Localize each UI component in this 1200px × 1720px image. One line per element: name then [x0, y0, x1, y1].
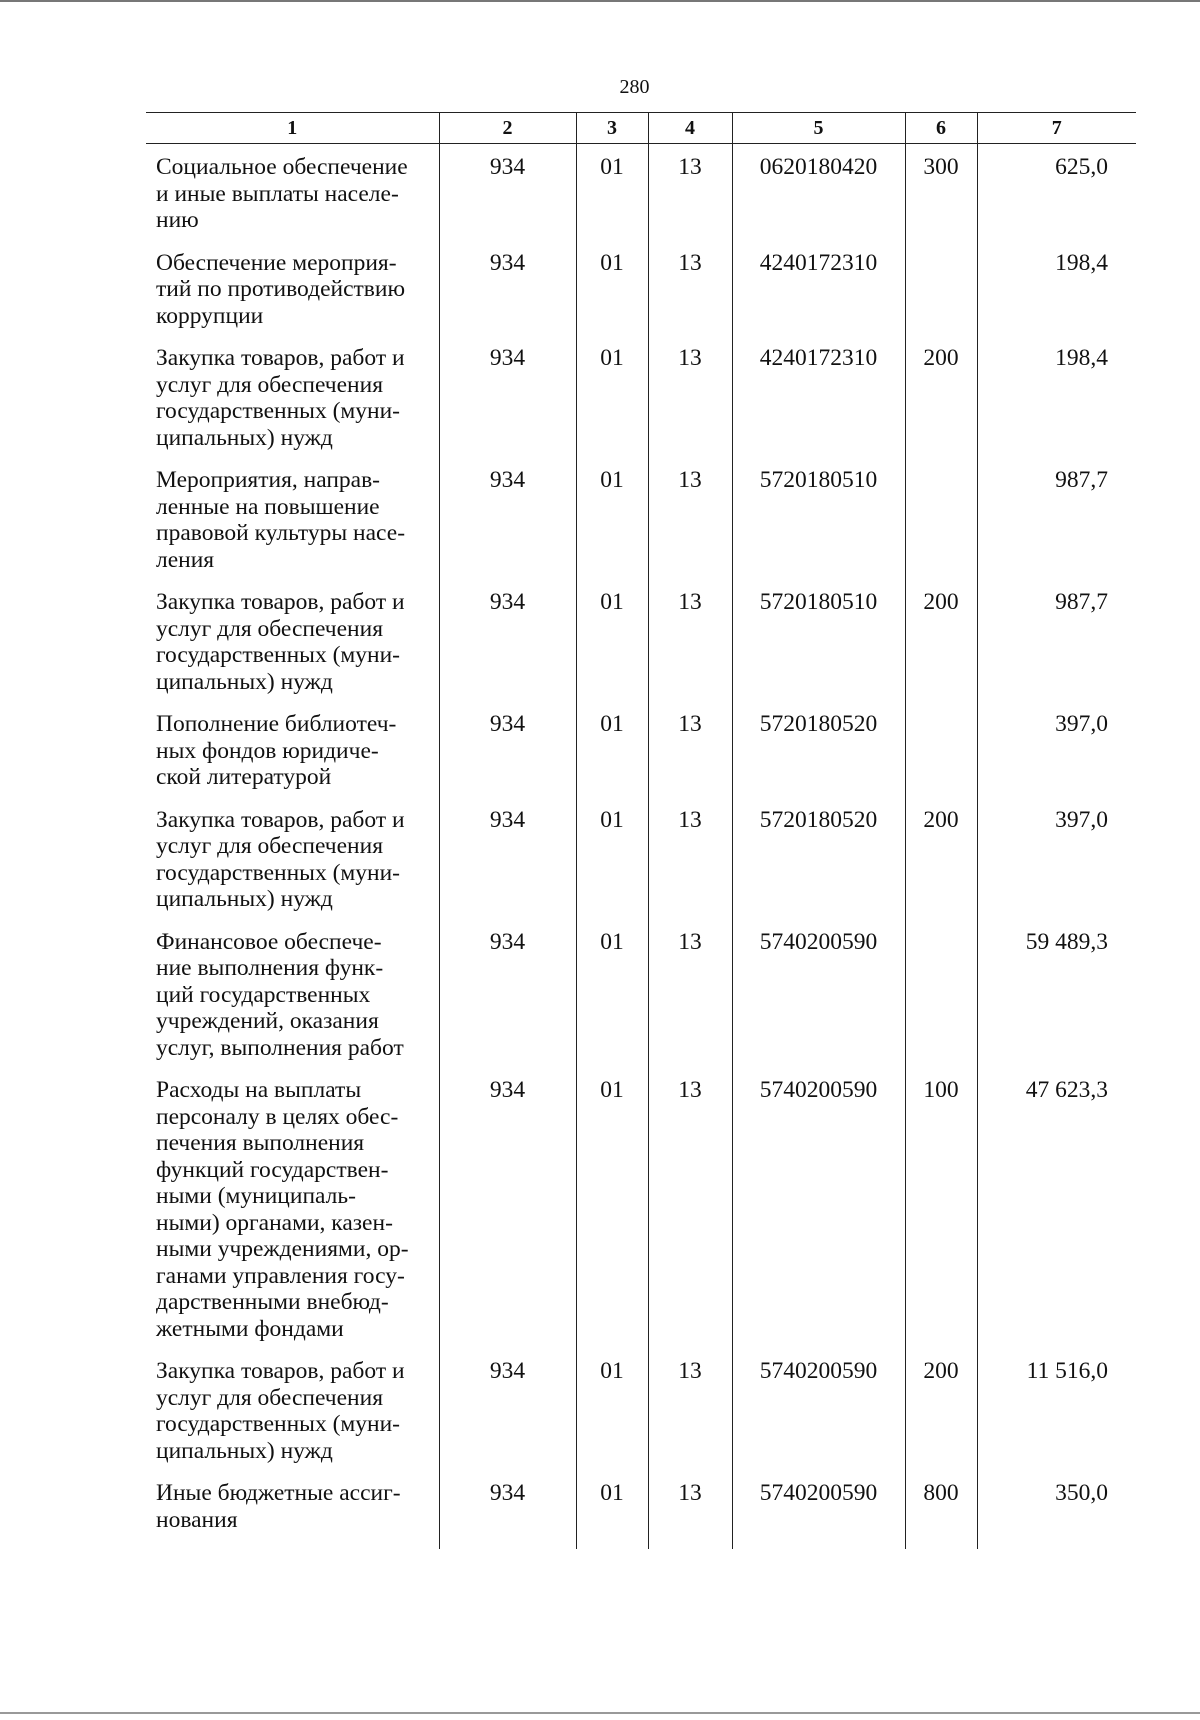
item-name-line: ципальных) нужд [156, 668, 333, 695]
amount-cell: 47 623,3 [977, 1077, 1136, 1358]
section-code-cell: 01 [576, 711, 648, 807]
item-name-line: Закупка товаров, работ и [156, 589, 405, 615]
item-name-line: ления [156, 546, 215, 573]
item-name-line: персоналу в целях обес- [156, 1103, 399, 1130]
target-article-cell: 5720180510 [732, 589, 905, 711]
item-name-line: услуг для обеспечения [156, 833, 384, 859]
item-name-cell [146, 250, 439, 346]
target-article-cell: 5720180510 [732, 467, 905, 589]
item-name-line: ганами управления госу- [156, 1262, 405, 1289]
item-name-cell [146, 1480, 439, 1549]
table-row [146, 144, 1136, 250]
amount-cell: 625,0 [977, 144, 1136, 250]
target-article-cell: 0620180420 [732, 144, 905, 250]
subsection-code-cell: 13 [648, 1480, 732, 1549]
item-name-line: дарственными внебюд- [156, 1289, 389, 1315]
section-code-cell: 01 [576, 250, 648, 346]
ministry-code-cell: 934 [439, 711, 576, 807]
section-code-cell: 01 [576, 1358, 648, 1480]
table-row [146, 807, 1136, 929]
item-name-line: ций государственных [156, 981, 371, 1008]
item-name-line: Финансовое обеспече- [156, 928, 382, 955]
item-name-line: услуг для обеспечения [156, 371, 384, 398]
item-name-line: нию [156, 207, 199, 233]
item-name-line: ской литературой [156, 764, 332, 790]
subsection-code-cell: 13 [648, 345, 732, 467]
item-name-cell [146, 144, 439, 250]
item-name-line: Пополнение библиотеч- [156, 711, 397, 737]
subsection-code-cell: 13 [648, 1358, 732, 1480]
table-row [146, 929, 1136, 1078]
item-name-line: государственных (муни- [156, 1411, 400, 1437]
item-name-line: учреждений, оказания [156, 1008, 379, 1034]
scan-edge-top [0, 0, 1200, 2]
subsection-code-cell: 13 [648, 467, 732, 589]
item-name-line: функций государствен- [156, 1156, 389, 1183]
column-header-6: 6 [905, 113, 977, 144]
table-row [146, 1358, 1136, 1480]
expense-type-cell [905, 711, 977, 807]
item-name-cell [146, 1077, 439, 1358]
item-name-line: государственных (муни- [156, 642, 400, 668]
amount-cell: 397,0 [977, 807, 1136, 929]
target-article-cell: 5740200590 [732, 1480, 905, 1549]
section-code-cell: 01 [576, 1077, 648, 1358]
expense-type-cell: 200 [905, 807, 977, 929]
item-name-line: услуг, выполнения работ [156, 1034, 404, 1061]
table-row [146, 589, 1136, 711]
item-name-line: ными учреждениями, ор- [156, 1236, 409, 1262]
item-name-cell [146, 467, 439, 589]
target-article-cell: 5720180520 [732, 807, 905, 929]
item-name-line: Закупка товаров, работ и [156, 806, 405, 833]
ministry-code-cell: 934 [439, 345, 576, 467]
expense-type-cell: 200 [905, 345, 977, 467]
expense-type-cell: 300 [905, 144, 977, 250]
column-header-7: 7 [977, 113, 1136, 144]
scan-edge-bottom [0, 1712, 1200, 1714]
target-article-cell: 5740200590 [732, 1358, 905, 1480]
column-header-1: 1 [146, 113, 439, 144]
item-name-line: тий по противодействию [156, 276, 406, 302]
item-name-cell [146, 589, 439, 711]
subsection-code-cell: 13 [648, 250, 732, 346]
item-name-line: Обеспечение мероприя- [156, 249, 397, 276]
section-code-cell: 01 [576, 807, 648, 929]
amount-cell: 987,7 [977, 467, 1136, 589]
target-article-cell: 4240172310 [732, 345, 905, 467]
section-code-cell: 01 [576, 589, 648, 711]
section-code-cell: 01 [576, 144, 648, 250]
table-body [146, 144, 1136, 1550]
item-name-line: Иные бюджетные ассиг- [156, 1480, 401, 1506]
column-header-4: 4 [648, 113, 732, 144]
item-name-cell [146, 345, 439, 467]
subsection-code-cell: 13 [648, 589, 732, 711]
item-name-line: и иные выплаты населе- [156, 180, 399, 207]
item-name-line: коррупции [156, 302, 264, 329]
expense-type-cell: 800 [905, 1480, 977, 1549]
item-name-line: услуг для обеспечения [156, 615, 384, 642]
subsection-code-cell: 13 [648, 807, 732, 929]
table-row [146, 250, 1136, 346]
amount-cell: 59 489,3 [977, 929, 1136, 1078]
ministry-code-cell: 934 [439, 807, 576, 929]
target-article-cell: 4240172310 [732, 250, 905, 346]
ministry-code-cell: 934 [439, 929, 576, 1078]
ministry-code-cell: 934 [439, 1077, 576, 1358]
item-name-line: нования [156, 1506, 238, 1533]
item-name-line: ными) органами, казен- [156, 1209, 393, 1236]
expense-type-cell: 100 [905, 1077, 977, 1358]
column-header-3: 3 [576, 113, 648, 144]
target-article-cell: 5740200590 [732, 1077, 905, 1358]
item-name-line: Закупка товаров, работ и [156, 345, 405, 371]
item-name-line: Закупка товаров, работ и [156, 1358, 405, 1384]
expense-type-cell: 200 [905, 589, 977, 711]
item-name-line: услуг для обеспечения [156, 1384, 384, 1411]
item-name-line: правовой культуры насе- [156, 520, 406, 546]
amount-cell: 987,7 [977, 589, 1136, 711]
item-name-line: ных фондов юридиче- [156, 737, 379, 764]
item-name-line: государственных (муни- [156, 398, 400, 424]
amount-cell: 350,0 [977, 1480, 1136, 1549]
table-row [146, 1480, 1136, 1549]
item-name-line: жетными фондами [156, 1315, 344, 1342]
amount-cell: 397,0 [977, 711, 1136, 807]
column-header-2: 2 [439, 113, 576, 144]
expense-type-cell: 200 [905, 1358, 977, 1480]
subsection-code-cell: 13 [648, 1077, 732, 1358]
ministry-code-cell: 934 [439, 1358, 576, 1480]
expense-type-cell [905, 467, 977, 589]
ministry-code-cell: 934 [439, 467, 576, 589]
item-name-line: Социальное обеспечение [156, 154, 408, 180]
subsection-code-cell: 13 [648, 929, 732, 1078]
item-name-line: ципальных) нужд [156, 886, 333, 912]
section-code-cell: 01 [576, 345, 648, 467]
item-name-line: ными (муниципаль- [156, 1183, 356, 1209]
subsection-code-cell: 13 [648, 711, 732, 807]
page-number: 280 [619, 76, 650, 98]
ministry-code-cell: 934 [439, 144, 576, 250]
header-row [146, 113, 1136, 144]
item-name-line: государственных (муни- [156, 859, 400, 886]
table-row [146, 345, 1136, 467]
item-name-cell [146, 929, 439, 1078]
item-name-line: ние выполнения функ- [156, 955, 384, 981]
target-article-cell: 5740200590 [732, 929, 905, 1078]
item-name-cell [146, 1358, 439, 1480]
ministry-code-cell: 934 [439, 250, 576, 346]
section-code-cell: 01 [576, 467, 648, 589]
amount-cell: 11 516,0 [977, 1358, 1136, 1480]
amount-cell: 198,4 [977, 250, 1136, 346]
item-name-line: Расходы на выплаты [156, 1077, 362, 1103]
ministry-code-cell: 934 [439, 1480, 576, 1549]
item-name-cell [146, 711, 439, 807]
target-article-cell: 5720180520 [732, 711, 905, 807]
budget-table [146, 112, 1136, 1549]
table-row [146, 1077, 1136, 1358]
section-code-cell: 01 [576, 1480, 648, 1549]
item-name-line: печения выполнения [156, 1130, 365, 1156]
column-header-5: 5 [732, 113, 905, 144]
item-name-cell [146, 807, 439, 929]
subsection-code-cell: 13 [648, 144, 732, 250]
item-name-line: ципальных) нужд [156, 424, 333, 451]
ministry-code-cell: 934 [439, 589, 576, 711]
table-row [146, 467, 1136, 589]
item-name-line: Мероприятия, направ- [156, 467, 381, 493]
expense-type-cell [905, 250, 977, 346]
item-name-line: ленные на повышение [156, 493, 380, 520]
item-name-line: ципальных) нужд [156, 1437, 333, 1464]
amount-cell: 198,4 [977, 345, 1136, 467]
section-code-cell: 01 [576, 929, 648, 1078]
expense-type-cell [905, 929, 977, 1078]
table-row [146, 711, 1136, 807]
